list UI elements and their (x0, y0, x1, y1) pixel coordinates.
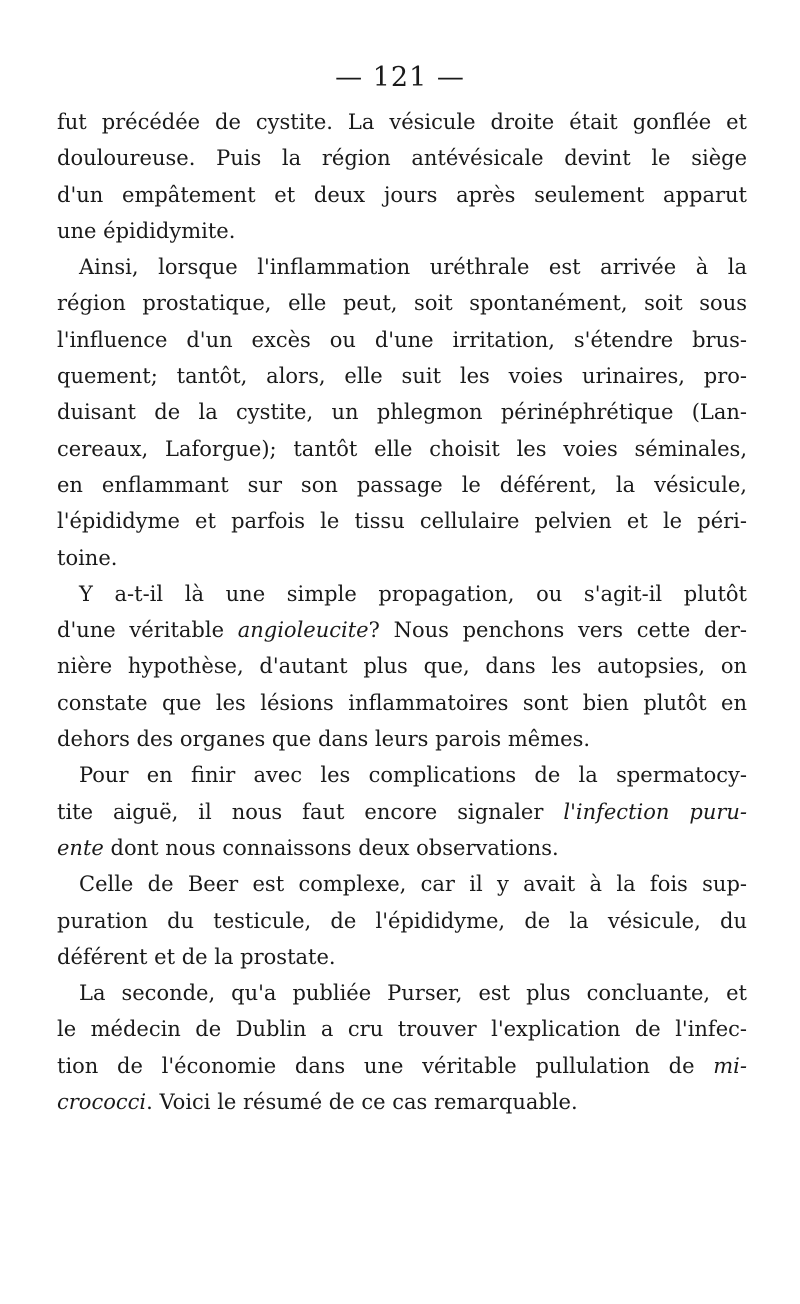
text-line: puration du testicule, de l'épididyme, de la vésicule, du (57, 908, 747, 933)
text-line: l'influence d'un excès ou d'une irritation, s'étendre brus- (57, 327, 747, 352)
text-line: fut précédée de cystite. La vésicule droite était gonflée et (57, 110, 747, 134)
text-line: La seconde, qu'a publiée Purser, est plus concluante, et (79, 981, 747, 1006)
body-text (57, 104, 747, 1120)
text-line: Pour en finir avec les complications de la spermatocy- (79, 763, 747, 788)
text-line: en enflammant sur son passage le déférent, la vésicule, (57, 472, 747, 497)
text-line: cereaux, Laforgue); tantôt elle choisit les voies séminales, (57, 436, 747, 461)
text-line: constate que les lésions inflammatoires sont bien plutôt en (57, 690, 747, 715)
page-number: — 121 — (335, 62, 465, 93)
text-line: le médecin de Dublin a cru trouver l'explication de l'infec- (57, 1017, 747, 1042)
text-line: région prostatique, elle peut, soit spontanément, soit sous (57, 291, 747, 316)
text-line: douloureuse. Puis la région antévésicale devint le siège (57, 146, 747, 171)
text-line: d'un empâtement et deux jours après seulement apparut (57, 182, 747, 207)
text-line: dehors des organes que dans leurs parois mêmes. (57, 727, 591, 752)
italic-term: l'infection puru- (563, 799, 748, 824)
text-line: Ainsi, lorsque l'inflammation uréthrale est arrivée à la (79, 255, 747, 280)
text-line: l'épididyme et parfois le tissu cellulaire pelvien et le péri- (57, 509, 747, 534)
italic-term: angioleucite (237, 618, 369, 643)
text-line: d'une véritable angioleucite? Nous penchons vers cette der- (57, 618, 747, 643)
text-line: ente dont nous connaissons deux observations. (57, 835, 559, 860)
italic-term: mi- (713, 1053, 747, 1078)
text-line: tite aiguë, il nous faut encore signaler l'infection puru- (57, 799, 748, 824)
text-line: crococci. Voici le résumé de ce cas remarquable. (57, 1090, 578, 1115)
italic-term: ente (57, 835, 104, 860)
text-line: Celle de Beer est complexe, car il y avait à la fois sup- (79, 872, 747, 897)
text-line: une épididymite. (57, 218, 236, 243)
text-line: tion de l'économie dans une véritable pullulation de mi- (57, 1053, 747, 1078)
text-line: quement; tantôt, alors, elle suit les voies urinaires, pro- (57, 364, 747, 389)
text-line: duisant de la cystite, un phlegmon périnéphrétique (Lan- (57, 400, 747, 425)
text-line: nière hypothèse, d'autant plus que, dans les autopsies, on (57, 654, 747, 679)
text-line: Y a-t-il là une simple propagation, ou s'agit-il plutôt (79, 581, 747, 606)
italic-term: crococci (57, 1090, 147, 1115)
text-line: toine. (57, 545, 118, 570)
text-line: déférent et de la prostate. (57, 944, 336, 969)
